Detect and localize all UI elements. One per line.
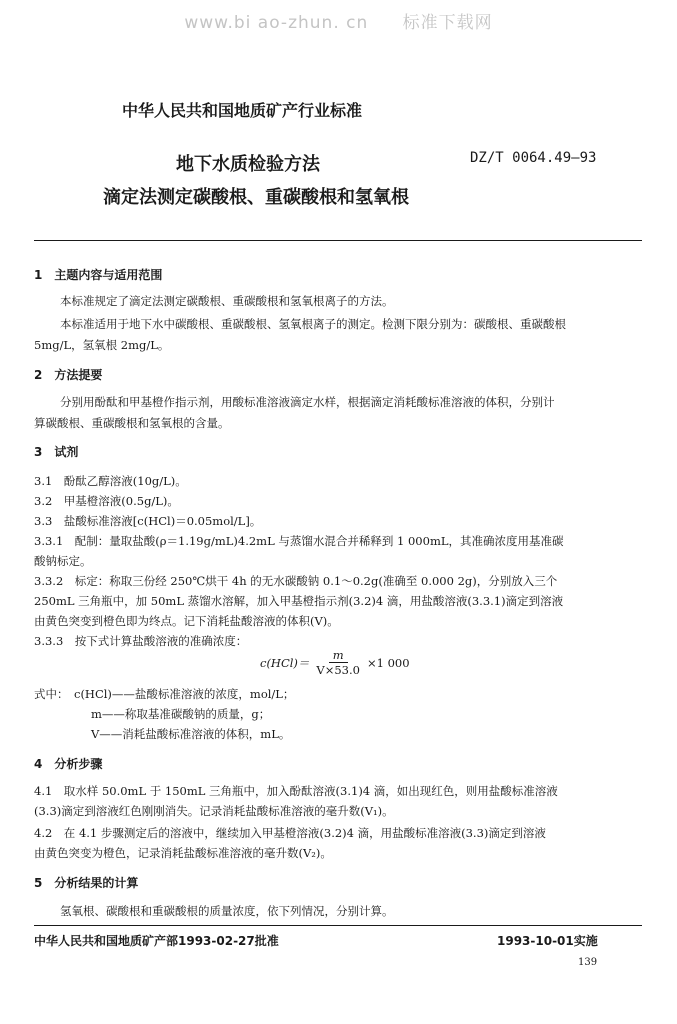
- section-2-paragraph-cont: 算碳酸根、重碳酸根和氢氧根的含量。: [34, 416, 230, 430]
- item-3-3-2: 3.3.2 标定：称取三份经 250℃烘干 4h 的无水碳酸钠 0.1～0.2g(准确至 0.000 2g)，分别放入三个: [34, 574, 558, 588]
- page-number: 139: [578, 957, 598, 968]
- standard-title-line2: 滴定法测定碳酸根、重碳酸根和氢氧根: [103, 187, 409, 208]
- section-1-paragraph-2: 本标准适用于地下水中碳酸根、重碳酸根、氢氧根离子的测定。检测下限分别为：碳酸根、重碳酸根: [60, 317, 566, 331]
- watermark-site: 标准下载网: [402, 13, 493, 33]
- concentration-formula: [260, 648, 410, 677]
- legend-line-1: c(HCl)——盐酸标准溶液的浓度，mol/L；: [74, 687, 295, 701]
- section-5-heading: 5 分析结果的计算: [34, 876, 139, 890]
- item-3-3-3: 3.3.3 按下式计算盐酸溶液的准确浓度：: [34, 634, 248, 648]
- formula-fraction: [312, 648, 364, 677]
- section-1-paragraph-2-cont: 5mg/L，氢氧根 2mg/L。: [34, 338, 170, 352]
- section-1-paragraph-1: 本标准规定了滴定法测定碳酸根、重碳酸根和氢氧根离子的方法。: [60, 294, 394, 308]
- item-4-1: 4.1 取水样 50.0mL 于 150mL 三角瓶中，加入酚酞溶液(3.1)4 滴，如出现红色，则用盐酸标准溶液: [34, 784, 558, 798]
- approval-statement: 中华人民共和国地质矿产部1993-02-27批准: [34, 934, 279, 948]
- item-3-3: 3.3 盐酸标准溶液[c(HCl)＝0.05mol/L]。: [34, 514, 262, 528]
- footer-rule: [34, 925, 642, 926]
- watermark: [0, 8, 677, 33]
- standard-number: DZ/T 0064.49—93: [470, 150, 597, 166]
- formula-lhs: c(HCl)＝: [260, 655, 310, 670]
- org-title: 中华人民共和国地质矿产行业标准: [122, 101, 363, 120]
- item-4-1-cont: (3.3)滴定到溶液红色刚刚消失。记录消耗盐酸标准溶液的毫升数(V₁)。: [34, 804, 394, 818]
- item-3-3-1-cont: 酸钠标定。: [34, 554, 92, 568]
- formula-denominator: V×53.0: [316, 663, 360, 677]
- section-5-paragraph: 氢氧根、碳酸根和重碳酸根的质量浓度，依下列情况，分别计算。: [60, 904, 394, 918]
- legend-line-3: V——消耗盐酸标准溶液的体积，mL。: [91, 727, 291, 741]
- section-3-heading: 3 试剂: [34, 445, 79, 459]
- section-1-heading: 1 主题内容与适用范围: [34, 268, 163, 282]
- legend-prefix: 式中：: [34, 687, 69, 701]
- section-4-heading: 4 分析步骤: [34, 757, 103, 771]
- item-3-2: 3.2 甲基橙溶液(0.5g/L)。: [34, 494, 179, 508]
- formula-numerator: m: [329, 648, 348, 663]
- formula-rhs: ×1 000: [366, 655, 410, 670]
- item-3-3-2-cont2: 由黄色突变到橙色即为终点。记下消耗盐酸溶液的体积(V)。: [34, 614, 339, 628]
- standard-title-line1: 地下水质检验方法: [176, 154, 320, 175]
- item-3-3-1: 3.3.1 配制：量取盐酸(ρ＝1.19g/mL)4.2mL 与蒸馏水混合并稀释到 1 000mL，其准确浓度用基准碳: [34, 534, 564, 548]
- watermark-url: www.bi ao-zhun. cn: [184, 13, 369, 33]
- section-2-heading: 2 方法提要: [34, 368, 103, 382]
- item-3-1: 3.1 酚酞乙醇溶液(10g/L)。: [34, 474, 187, 488]
- item-3-3-2-cont1: 250mL 三角瓶中，加 50mL 蒸馏水溶解，加入甲基橙指示剂(3.2)4 滴，用盐酸溶液(3.3.1)滴定到溶液: [34, 594, 564, 608]
- section-2-paragraph: 分别用酚酞和甲基橙作指示剂，用酸标准溶液滴定水样，根据滴定消耗酸标准溶液的体积，分别计: [60, 395, 555, 409]
- header-rule: [34, 240, 642, 241]
- legend-line-2: m——称取基准碳酸钠的质量，g；: [91, 707, 271, 721]
- item-4-2-cont: 由黄色突变为橙色，记录消耗盐酸标准溶液的毫升数(V₂)。: [34, 846, 332, 860]
- implementation-date: 1993-10-01实施: [497, 934, 598, 948]
- item-4-2: 4.2 在 4.1 步骤测定后的溶液中，继续加入甲基橙溶液(3.2)4 滴，用盐酸标准溶液(3.3)滴定到溶液: [34, 826, 546, 840]
